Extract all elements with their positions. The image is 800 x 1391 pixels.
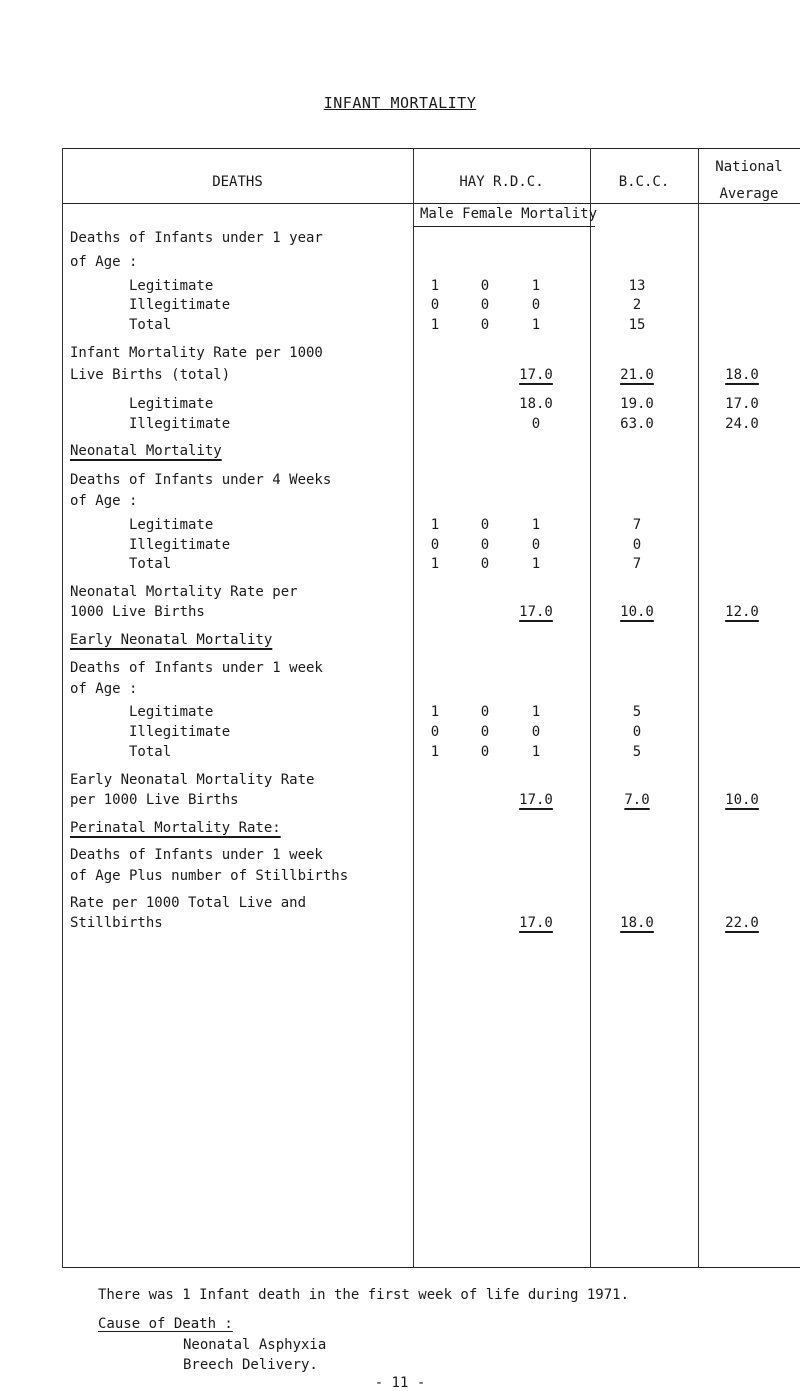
hay-value: 1 [531, 744, 541, 760]
table-top-border [62, 148, 800, 149]
page-number: - 11 - [374, 1375, 426, 1391]
hay-value: 1 [531, 278, 541, 294]
header-divider [62, 203, 800, 204]
hay-value: 0 [531, 537, 541, 553]
row-label: Illegitimate [129, 297, 231, 313]
national-column-divider [698, 148, 699, 1268]
bcc-value: 63.0 [620, 416, 654, 432]
female-value: 0 [480, 537, 490, 553]
row-label: Early Neonatal Mortality [70, 632, 273, 648]
male-value: 1 [430, 704, 440, 720]
row-label: of Age : [70, 493, 138, 509]
bcc-column-divider [590, 148, 591, 1268]
national-value: 12.0 [725, 604, 759, 620]
row-label: Legitimate [129, 396, 214, 412]
table-bottom-border [62, 1267, 800, 1268]
female-value: 0 [480, 704, 490, 720]
bcc-value: 5 [632, 704, 642, 720]
national-value: 17.0 [725, 396, 759, 412]
infant-death-note: There was 1 Infant death in the first week of life during 1971. [98, 1287, 630, 1303]
hay-value: 17.0 [519, 367, 553, 383]
row-label: Total [129, 744, 172, 760]
national-value: 18.0 [725, 367, 759, 383]
bcc-value: 21.0 [620, 367, 654, 383]
row-label: Perinatal Mortality Rate: [70, 820, 281, 836]
row-label: Total [129, 556, 172, 572]
cause-2: Breech Delivery. [183, 1357, 318, 1373]
row-label: of Age Plus number of Stillbirths [70, 868, 349, 884]
bcc-value: 0 [632, 724, 642, 740]
male-value: 0 [430, 297, 440, 313]
row-label: Neonatal Mortality Rate per [70, 584, 298, 600]
female-value: 0 [480, 517, 490, 533]
female-value: 0 [480, 556, 490, 572]
header-national: National [715, 159, 783, 175]
row-label: Illegitimate [129, 724, 231, 740]
hay-value: 0 [531, 297, 541, 313]
row-label: of Age : [70, 254, 138, 270]
male-value: 0 [430, 724, 440, 740]
row-label: Stillbirths [70, 915, 163, 931]
bcc-value: 5 [632, 744, 642, 760]
male-value: 1 [430, 556, 440, 572]
row-label: per 1000 Live Births [70, 792, 239, 808]
row-label: Live Births (total) [70, 367, 231, 383]
hay-value: 17.0 [519, 915, 553, 931]
bcc-value: 13 [628, 278, 646, 294]
bcc-value: 18.0 [620, 915, 654, 931]
hay-value: 1 [531, 317, 541, 333]
row-label: Legitimate [129, 517, 214, 533]
bcc-value: 10.0 [620, 604, 654, 620]
subheader-underline [413, 226, 595, 227]
bcc-value: 0 [632, 537, 642, 553]
header-deaths: DEATHS [212, 174, 263, 190]
row-label: Legitimate [129, 278, 214, 294]
row-label: Deaths of Infants under 1 week [70, 847, 323, 863]
female-value: 0 [480, 278, 490, 294]
national-value: 10.0 [725, 792, 759, 808]
national-value: 22.0 [725, 915, 759, 931]
row-label: Neonatal Mortality [70, 443, 222, 459]
male-value: 1 [430, 744, 440, 760]
male-value: 1 [430, 278, 440, 294]
female-value: 0 [480, 724, 490, 740]
hay-value: 1 [531, 704, 541, 720]
header-hay: HAY R.D.C. [459, 174, 544, 190]
row-label: Legitimate [129, 704, 214, 720]
cause-heading: Cause of Death : [98, 1316, 233, 1332]
row-label: Deaths of Infants under 4 Weeks [70, 472, 332, 488]
header-bcc: B.C.C. [618, 174, 670, 190]
male-value: 0 [430, 537, 440, 553]
bcc-value: 7.0 [624, 792, 650, 808]
female-value: 0 [480, 317, 490, 333]
hay-value: 18.0 [519, 396, 553, 412]
page-title: INFANT MORTALITY [323, 94, 477, 112]
row-label: of Age : [70, 681, 138, 697]
row-label: Deaths of Infants under 1 year [70, 230, 323, 246]
hay-value: 1 [531, 556, 541, 572]
row-label: Illegitimate [129, 416, 231, 432]
bcc-value: 19.0 [620, 396, 654, 412]
national-value: 24.0 [725, 416, 759, 432]
bcc-value: 7 [632, 517, 642, 533]
male-value: 1 [430, 317, 440, 333]
hay-column-divider [413, 148, 414, 1268]
table-left-border [62, 148, 63, 1268]
cause-1: Neonatal Asphyxia [183, 1337, 327, 1353]
hay-value: 0 [531, 724, 541, 740]
bcc-value: 7 [632, 556, 642, 572]
male-value: 1 [430, 517, 440, 533]
female-value: 0 [480, 297, 490, 313]
row-label: Total [129, 317, 172, 333]
row-label: Rate per 1000 Total Live and [70, 895, 307, 911]
row-label: 1000 Live Births [70, 604, 205, 620]
row-label: Early Neonatal Mortality Rate [70, 772, 315, 788]
hay-value: 1 [531, 517, 541, 533]
row-label: Illegitimate [129, 537, 231, 553]
subheader-mortality: Male Female Mortality [420, 206, 598, 222]
hay-value: 0 [531, 416, 541, 432]
row-label: Deaths of Infants under 1 week [70, 660, 323, 676]
female-value: 0 [480, 744, 490, 760]
header-average: Average [719, 186, 779, 202]
bcc-value: 15 [628, 317, 646, 333]
hay-value: 17.0 [519, 792, 553, 808]
bcc-value: 2 [632, 297, 642, 313]
hay-value: 17.0 [519, 604, 553, 620]
row-label: Infant Mortality Rate per 1000 [70, 345, 323, 361]
